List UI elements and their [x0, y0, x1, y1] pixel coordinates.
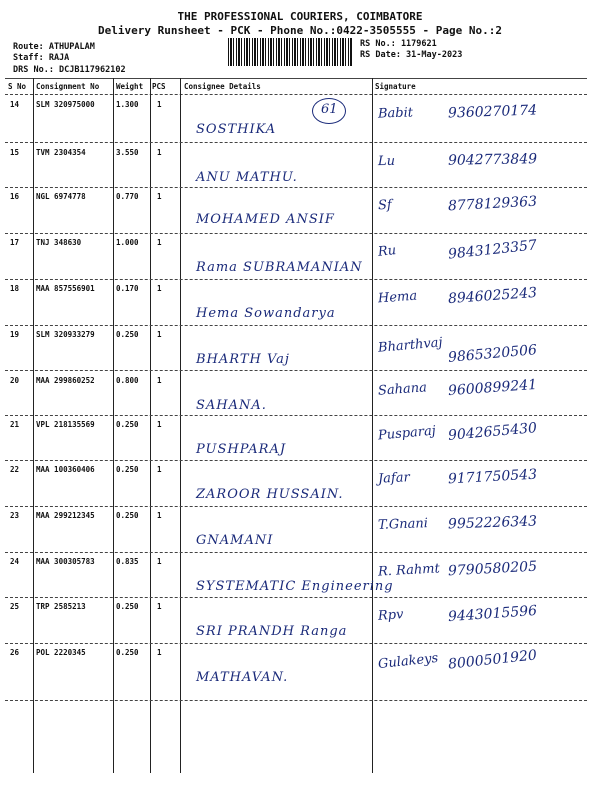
- row-sno: 18: [10, 284, 20, 293]
- route-label: Route: ATHUPALAM: [13, 42, 95, 52]
- row-pcs: 1: [157, 148, 162, 157]
- row-phone: 9865320506: [447, 342, 538, 366]
- col-pcs: PCS: [152, 82, 166, 91]
- row-weight: 0.835: [116, 557, 139, 566]
- row-weight: 0.250: [116, 648, 139, 657]
- row-sno: 14: [10, 100, 20, 109]
- row-consignment-no: POL 2220345: [36, 648, 86, 657]
- row-sno: 16: [10, 192, 20, 201]
- row-consignee: Rama SUBRAMANIAN: [196, 260, 363, 275]
- row-weight: 0.170: [116, 284, 139, 293]
- row-separator: [5, 325, 587, 326]
- row-consignee: MOHAMED ANSIF: [196, 212, 335, 227]
- row-weight: 0.250: [116, 602, 139, 611]
- row-pcs: 1: [157, 602, 162, 611]
- col-divider: [372, 78, 373, 773]
- row-phone: 8946025243: [447, 284, 538, 308]
- table-top-rule: [5, 78, 587, 79]
- row-pcs: 1: [157, 376, 162, 385]
- row-pcs: 1: [157, 100, 162, 109]
- rs-date: RS Date: 31-May-2023: [360, 50, 463, 60]
- row-pcs: 1: [157, 465, 162, 474]
- row-phone: 9042655430: [447, 420, 538, 444]
- drs-number: DRS No.: DCJB117962102: [13, 65, 126, 75]
- row-consignee: ZAROOR HUSSAIN.: [196, 487, 344, 502]
- row-separator: [5, 279, 587, 280]
- col-consignee: Consignee Details: [184, 82, 261, 91]
- row-pcs: 1: [157, 284, 162, 293]
- row-consignee: SYSTEMATIC Engineering: [196, 579, 394, 594]
- col-divider: [150, 78, 151, 773]
- row-consignment-no: SLM 320933279: [36, 330, 95, 339]
- row-consignee: SAHANA.: [196, 398, 267, 413]
- company-name: THE PROFESSIONAL COURIERS, COIMBATORE: [177, 10, 423, 23]
- row-weight: 0.250: [116, 420, 139, 429]
- staff-label: Staff: RAJA: [13, 53, 70, 63]
- row-consignment-no: MAA 299860252: [36, 376, 95, 385]
- row-phone: 9952226343: [447, 513, 538, 533]
- row-phone: 9843123357: [447, 237, 538, 263]
- barcode: [228, 38, 353, 66]
- row-separator: [5, 506, 587, 507]
- row-consignment-no: NGL 6974778: [36, 192, 86, 201]
- row-sno: 19: [10, 330, 20, 339]
- row-sno: 20: [10, 376, 20, 385]
- row-weight: 1.000: [116, 238, 139, 247]
- row-weight: 0.800: [116, 376, 139, 385]
- row-phone: 8000501920: [447, 647, 538, 673]
- row-signature: R. Rahmt: [377, 561, 441, 580]
- row-consignee: Hema Sowandarya: [196, 306, 336, 321]
- row-separator: [5, 370, 587, 371]
- row-sno: 25: [10, 602, 20, 611]
- row-consignee: MATHAVAN.: [196, 670, 289, 685]
- col-divider: [180, 78, 181, 773]
- row-consignment-no: SLM 320975000: [36, 100, 95, 109]
- row-signature: Hema: [377, 288, 418, 307]
- row-signature: Sahana: [377, 380, 428, 399]
- row-separator: [5, 643, 587, 644]
- col-signature: Signature: [375, 82, 416, 91]
- row-pcs: 1: [157, 330, 162, 339]
- row-pcs: 1: [157, 192, 162, 201]
- row-phone: 9042773849: [447, 151, 538, 169]
- row-consignment-no: MAA 300305783: [36, 557, 95, 566]
- row-weight: 3.550: [116, 148, 139, 157]
- row-signature: Gulakeys: [377, 650, 439, 673]
- row-consignee: SOSTHIKA: [196, 122, 277, 137]
- row-separator: [5, 460, 587, 461]
- row-weight: 0.250: [116, 465, 139, 474]
- row-signature: Pusparaj: [377, 423, 437, 444]
- row-pcs: 1: [157, 557, 162, 566]
- row-phone: 9790580205: [447, 558, 538, 580]
- runsheet-title: Delivery Runsheet - PCK - Phone No.:0422-3505555 - Page No.:2: [98, 24, 502, 37]
- row-phone: 8778129363: [447, 193, 538, 215]
- header-bottom-rule: [5, 94, 587, 95]
- row-sno: 21: [10, 420, 20, 429]
- col-weight: Weight: [116, 82, 144, 91]
- row-consignee: SRI PRANDH Ranga: [196, 624, 348, 639]
- row-signature: T.Gnani: [377, 516, 429, 533]
- row-separator: [5, 187, 587, 188]
- row-separator: [5, 552, 587, 553]
- row-signature: Ru: [377, 243, 397, 260]
- row-consignment-no: MAA 857556901: [36, 284, 95, 293]
- row-sno: 15: [10, 148, 20, 157]
- row-consignee: GNAMANI: [196, 533, 274, 548]
- row-phone: 9600899241: [447, 376, 538, 400]
- row-separator: [5, 700, 587, 701]
- row-consignment-no: VPL 218135569: [36, 420, 95, 429]
- row-signature: Lu: [377, 153, 396, 170]
- col-sno: S No: [8, 82, 27, 91]
- row-separator: [5, 597, 587, 598]
- row-phone: 9360270174: [447, 102, 538, 122]
- row-weight: 0.770: [116, 192, 139, 201]
- row-signature: Bharthvaj: [377, 335, 444, 356]
- row-separator: [5, 415, 587, 416]
- row-separator: [5, 142, 587, 143]
- row-sno: 22: [10, 465, 20, 474]
- row-signature: Jafar: [377, 470, 411, 487]
- row-sno: 17: [10, 238, 20, 247]
- row-weight: 0.250: [116, 511, 139, 520]
- row-phone: 9171750543: [447, 466, 538, 488]
- row-sno: 26: [10, 648, 20, 657]
- row-weight: 1.300: [116, 100, 139, 109]
- row-phone: 9443015596: [447, 602, 538, 626]
- circled-note-text: 61: [321, 102, 338, 117]
- row-signature: Sf: [377, 197, 393, 214]
- row-sno: 23: [10, 511, 20, 520]
- row-signature: Babit: [377, 105, 414, 122]
- row-consignment-no: MAA 100360406: [36, 465, 95, 474]
- row-consignment-no: TNJ 348630: [36, 238, 82, 247]
- row-pcs: 1: [157, 511, 162, 520]
- row-consignment-no: TRP 2585213: [36, 602, 86, 611]
- row-consignee: ANU MATHU.: [196, 170, 298, 185]
- row-consignee: PUSHPARAJ: [196, 442, 287, 457]
- row-pcs: 1: [157, 420, 162, 429]
- col-divider: [33, 78, 34, 773]
- rs-number: RS No.: 1179621: [360, 39, 437, 49]
- row-pcs: 1: [157, 648, 162, 657]
- row-consignment-no: MAA 299212345: [36, 511, 95, 520]
- row-sno: 24: [10, 557, 20, 566]
- row-signature: Rpv: [377, 607, 404, 624]
- row-pcs: 1: [157, 238, 162, 247]
- col-divider: [113, 78, 114, 773]
- col-consignment: Consignment No: [36, 82, 100, 91]
- row-weight: 0.250: [116, 330, 139, 339]
- row-consignment-no: TVM 2304354: [36, 148, 86, 157]
- row-separator: [5, 233, 587, 234]
- row-consignee: BHARTH Vaj: [196, 352, 290, 367]
